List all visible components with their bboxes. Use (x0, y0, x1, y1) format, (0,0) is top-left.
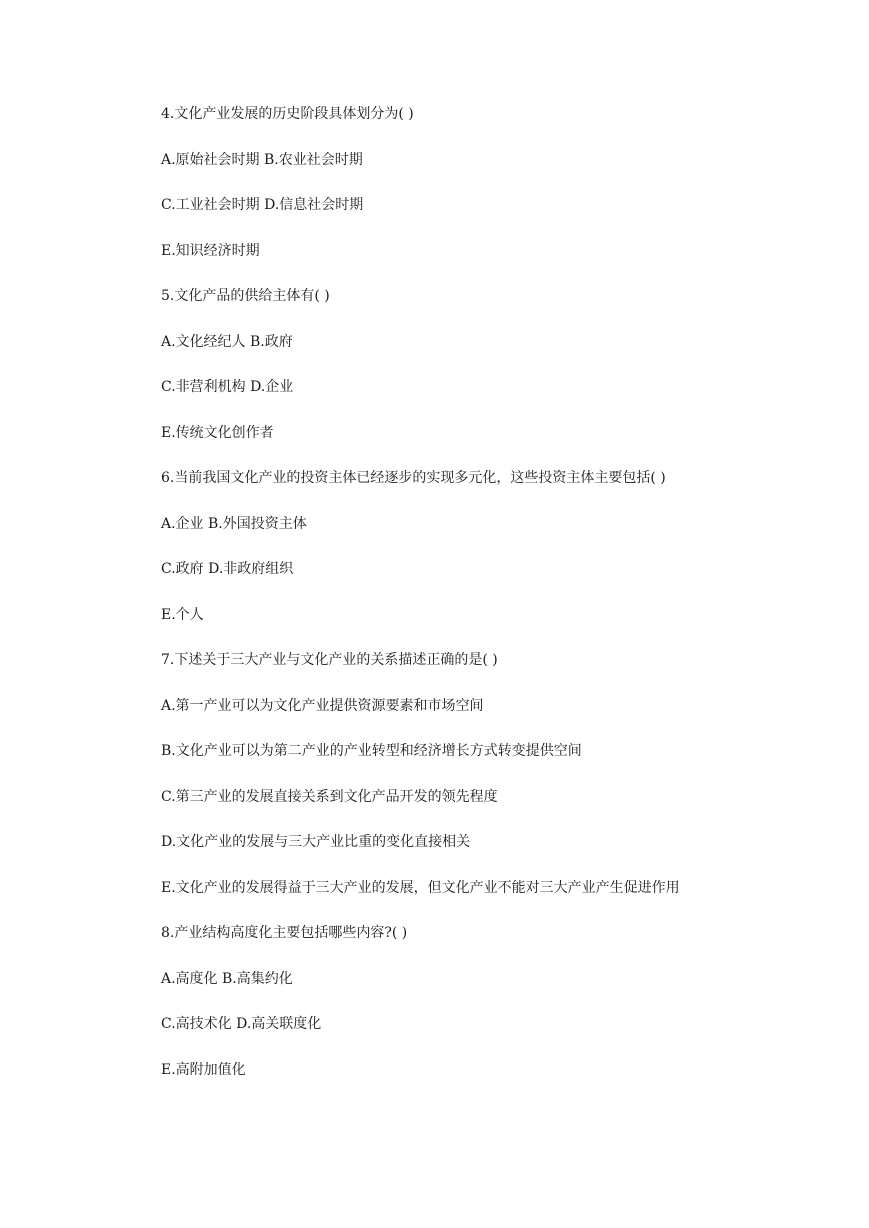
question-4-options-ab: A.原始社会时期 B.农业社会时期 (161, 151, 363, 168)
question-6-options-ab: A.企业 B.外国投资主体 (161, 515, 307, 532)
question-6-option-e: E.个人 (161, 606, 204, 623)
question-4-option-e: E.知识经济时期 (161, 242, 260, 259)
question-8-option-e: E.高附加值化 (161, 1061, 246, 1078)
question-7-option-b: B.文化产业可以为第二产业的产业转型和经济增长方式转变提供空间 (161, 743, 582, 759)
question-5-options-cd: C.非营利机构 D.企业 (161, 379, 294, 395)
question-5-stem: 5.文化产品的供给主体有( ) (161, 288, 330, 304)
question-8-options-cd: C.高技术化 D.高关联度化 (161, 1016, 322, 1032)
question-7-option-c: C.第三产业的发展直接关系到文化产品开发的领先程度 (161, 788, 498, 805)
question-4-options-cd: C.工业社会时期 D.信息社会时期 (161, 197, 364, 213)
question-list (161, 104, 821, 1105)
question-7-option-d: D.文化产业的发展与三大产业比重的变化直接相关 (161, 834, 471, 850)
question-6-stem: 6.当前我国文化产业的投资主体已经逐步的实现多元化，这些投资主体主要包括( ) (161, 470, 666, 486)
question-7-option-a: A.第一产业可以为文化产业提供资源要素和市场空间 (161, 697, 484, 714)
question-5-options-ab: A.文化经纪人 B.政府 (161, 333, 293, 350)
question-5-option-e: E.传统文化创作者 (161, 424, 274, 441)
question-7-stem: 7.下述关于三大产业与文化产业的关系描述正确的是( ) (161, 652, 498, 668)
question-8-stem: 8.产业结构高度化主要包括哪些内容?( ) (161, 925, 408, 941)
question-4-stem: 4.文化产业发展的历史阶段具体划分为( ) (161, 106, 414, 122)
question-6-options-cd: C.政府 D.非政府组织 (161, 561, 294, 577)
question-8-options-ab: A.高度化 B.高集约化 (161, 970, 293, 987)
question-7-option-e: E.文化产业的发展得益于三大产业的发展，但文化产业不能对三大产业产生促进作用 (161, 879, 680, 896)
